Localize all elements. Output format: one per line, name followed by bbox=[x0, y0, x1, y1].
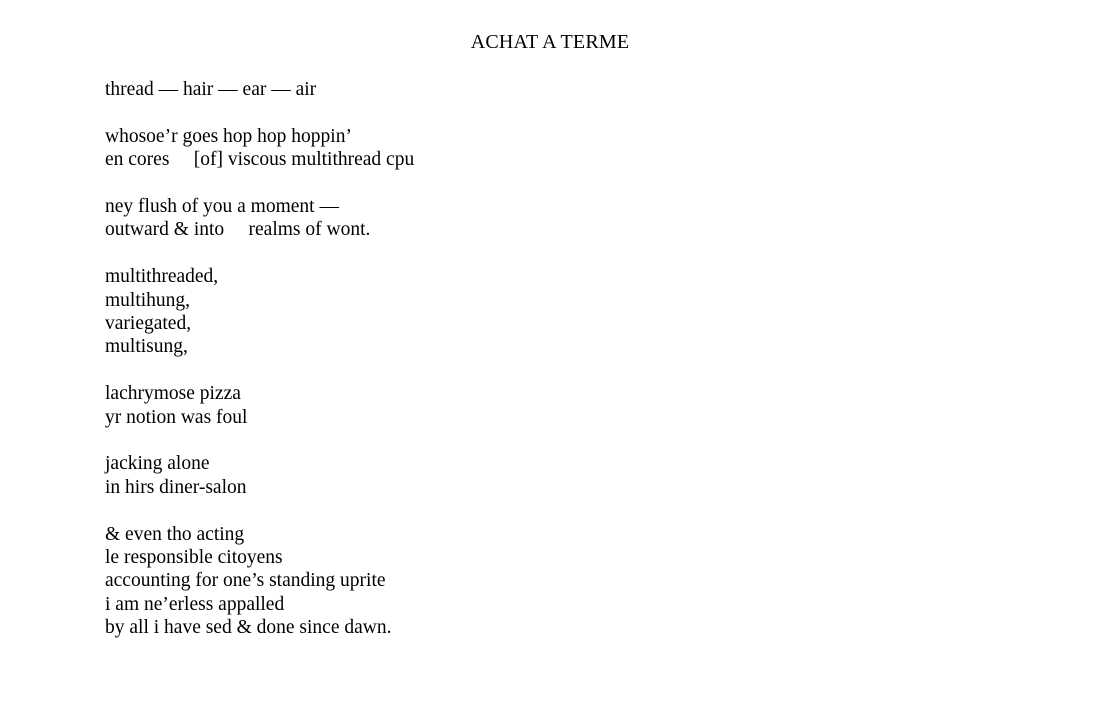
poem-line: jacking alone bbox=[105, 453, 210, 475]
stanza-5 bbox=[105, 382, 414, 429]
stanza-3 bbox=[105, 195, 414, 242]
poem-line: variegated, bbox=[105, 313, 192, 335]
stanza-2 bbox=[105, 125, 414, 172]
stanza-4 bbox=[105, 265, 414, 359]
poem-line: i am ne’erless appalled bbox=[105, 593, 285, 615]
poem-title: ACHAT A TERME bbox=[470, 31, 630, 53]
poem-line: le responsible citoyens bbox=[105, 547, 283, 569]
poem-line: ney flush of you a moment — bbox=[105, 196, 339, 217]
poem-line: whosoe’r goes hop hop hoppin’ bbox=[105, 125, 352, 147]
stanza-7 bbox=[105, 523, 414, 640]
stanza-6 bbox=[105, 452, 414, 499]
poem-line: yr notion was foul bbox=[105, 406, 248, 428]
stanza-1 bbox=[105, 78, 414, 101]
poem-line: accounting for one’s standing uprite bbox=[105, 570, 386, 592]
poem-body bbox=[105, 78, 414, 663]
poem-line: outward & into realms of wont. bbox=[105, 219, 371, 241]
poem-line: thread — hair — ear — air bbox=[105, 79, 317, 100]
poem-line: multihung, bbox=[105, 289, 191, 311]
poem-line: lachrymose pizza bbox=[105, 383, 241, 405]
poem-line: in hirs diner-salon bbox=[105, 476, 247, 498]
poem-line: & even tho acting bbox=[105, 523, 245, 545]
poem-line: en cores [of] viscous multithread cpu bbox=[105, 149, 415, 171]
poem-line: by all i have sed & done since dawn. bbox=[105, 617, 392, 639]
poem-line: multisung, bbox=[105, 336, 188, 358]
poem-line: multithreaded, bbox=[105, 266, 219, 288]
